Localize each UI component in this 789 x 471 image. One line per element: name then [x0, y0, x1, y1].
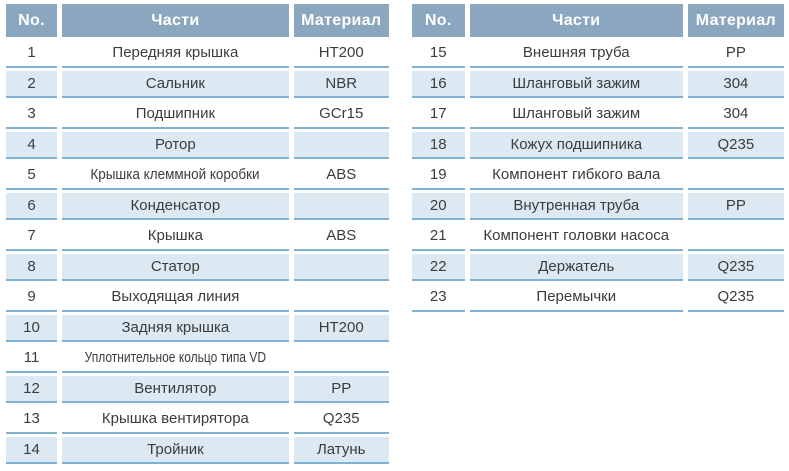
row-number-cell: 1 [6, 40, 57, 68]
row-number-cell: 20 [412, 193, 465, 221]
part-name-cell: Шланговый зажим [470, 101, 683, 129]
part-name-cell: Внешняя труба [470, 40, 683, 68]
table-row [6, 406, 389, 434]
part-name-cell: Выходящая линия [62, 284, 289, 312]
table-row [6, 254, 389, 282]
table-row [412, 193, 784, 221]
material-cell: PP [688, 193, 784, 221]
row-number-cell: 2 [6, 71, 57, 99]
table-body [6, 40, 389, 464]
row-number-cell: 12 [6, 376, 57, 404]
material-cell: PP [294, 376, 389, 404]
table-header [412, 4, 784, 37]
part-name-cell: Внутренная труба [470, 193, 683, 221]
table-row [6, 437, 389, 465]
part-name-cell: Держатель [470, 254, 683, 282]
table-row [6, 223, 389, 251]
part-name-cell: Конденсатор [62, 193, 289, 221]
table-row [412, 71, 784, 99]
header-row [6, 4, 389, 37]
material-cell [688, 223, 784, 251]
part-name-label: Уплотнительное кольцо типа VD [84, 349, 267, 367]
part-name-cell: Крышка вентирятора [62, 406, 289, 434]
table-row [6, 162, 389, 190]
material-cell [294, 284, 389, 312]
table-row [412, 101, 784, 129]
part-name-cell: Кожух подшипника [470, 132, 683, 160]
row-number-cell: 8 [6, 254, 57, 282]
column-header-no: No. [6, 4, 57, 37]
parts-tables-container [1, 1, 789, 467]
column-header-material: Материал [294, 4, 389, 37]
row-number-cell: 17 [412, 101, 465, 129]
material-cell: Q235 [688, 132, 784, 160]
table-row [6, 132, 389, 160]
material-cell: Q235 [294, 406, 389, 434]
row-number-cell: 4 [6, 132, 57, 160]
row-number-cell: 21 [412, 223, 465, 251]
part-name-cell: Компонент гибкого вала [470, 162, 683, 190]
material-cell [688, 162, 784, 190]
table-row [6, 193, 389, 221]
part-name-cell: Задняя крышка [62, 315, 289, 343]
part-name-cell: Сальник [62, 71, 289, 99]
part-name-cell: Подшипник [62, 101, 289, 129]
row-number-cell: 5 [6, 162, 57, 190]
material-cell: ABS [294, 223, 389, 251]
part-name-cell: Тройник [62, 437, 289, 465]
material-cell [294, 193, 389, 221]
material-cell [294, 254, 389, 282]
column-header-no: No. [412, 4, 465, 37]
part-name-cell [62, 345, 289, 373]
table-body [412, 40, 784, 312]
part-name-label: Крышка клеммной коробки [90, 167, 260, 184]
part-name-cell: Шланговый зажим [470, 71, 683, 99]
part-name-cell: Ротор [62, 132, 289, 160]
part-name-cell: Перемычки [470, 284, 683, 312]
column-header-parts: Части [470, 4, 683, 37]
row-number-cell: 10 [6, 315, 57, 343]
table-row [412, 162, 784, 190]
header-row [412, 4, 784, 37]
material-cell [294, 132, 389, 160]
row-number-cell: 15 [412, 40, 465, 68]
table-row [6, 71, 389, 99]
row-number-cell: 13 [6, 406, 57, 434]
material-cell: HT200 [294, 315, 389, 343]
column-header-parts: Части [62, 4, 289, 37]
part-name-cell: Крышка [62, 223, 289, 251]
row-number-cell: 6 [6, 193, 57, 221]
row-number-cell: 3 [6, 101, 57, 129]
table-row [412, 223, 784, 251]
table-row [6, 284, 389, 312]
table-row [6, 315, 389, 343]
part-name-cell [62, 162, 289, 190]
material-cell: PP [688, 40, 784, 68]
material-cell: NBR [294, 71, 389, 99]
table-row [6, 376, 389, 404]
material-cell: Латунь [294, 437, 389, 465]
row-number-cell: 7 [6, 223, 57, 251]
material-cell: ABS [294, 162, 389, 190]
material-cell: 304 [688, 101, 784, 129]
part-name-cell: Вентилятор [62, 376, 289, 404]
row-number-cell: 22 [412, 254, 465, 282]
material-cell: Q235 [688, 284, 784, 312]
table-row [412, 132, 784, 160]
row-number-cell: 14 [6, 437, 57, 465]
table-row [6, 345, 389, 373]
parts-table-right [407, 1, 789, 315]
row-number-cell: 19 [412, 162, 465, 190]
table-row [412, 40, 784, 68]
row-number-cell: 9 [6, 284, 57, 312]
parts-table-left [1, 1, 394, 467]
table-row [6, 40, 389, 68]
material-cell: Q235 [688, 254, 784, 282]
row-number-cell: 18 [412, 132, 465, 160]
row-number-cell: 16 [412, 71, 465, 99]
material-cell [294, 345, 389, 373]
part-name-cell: Компонент головки насоса [470, 223, 683, 251]
part-name-cell: Статор [62, 254, 289, 282]
part-name-cell: Передняя крышка [62, 40, 289, 68]
material-cell: HT200 [294, 40, 389, 68]
table-row [412, 254, 784, 282]
material-cell: GCr15 [294, 101, 389, 129]
table-header [6, 4, 389, 37]
column-header-material: Материал [688, 4, 784, 37]
material-cell: 304 [688, 71, 784, 99]
row-number-cell: 23 [412, 284, 465, 312]
table-row [6, 101, 389, 129]
row-number-cell: 11 [6, 345, 57, 373]
table-row [412, 284, 784, 312]
